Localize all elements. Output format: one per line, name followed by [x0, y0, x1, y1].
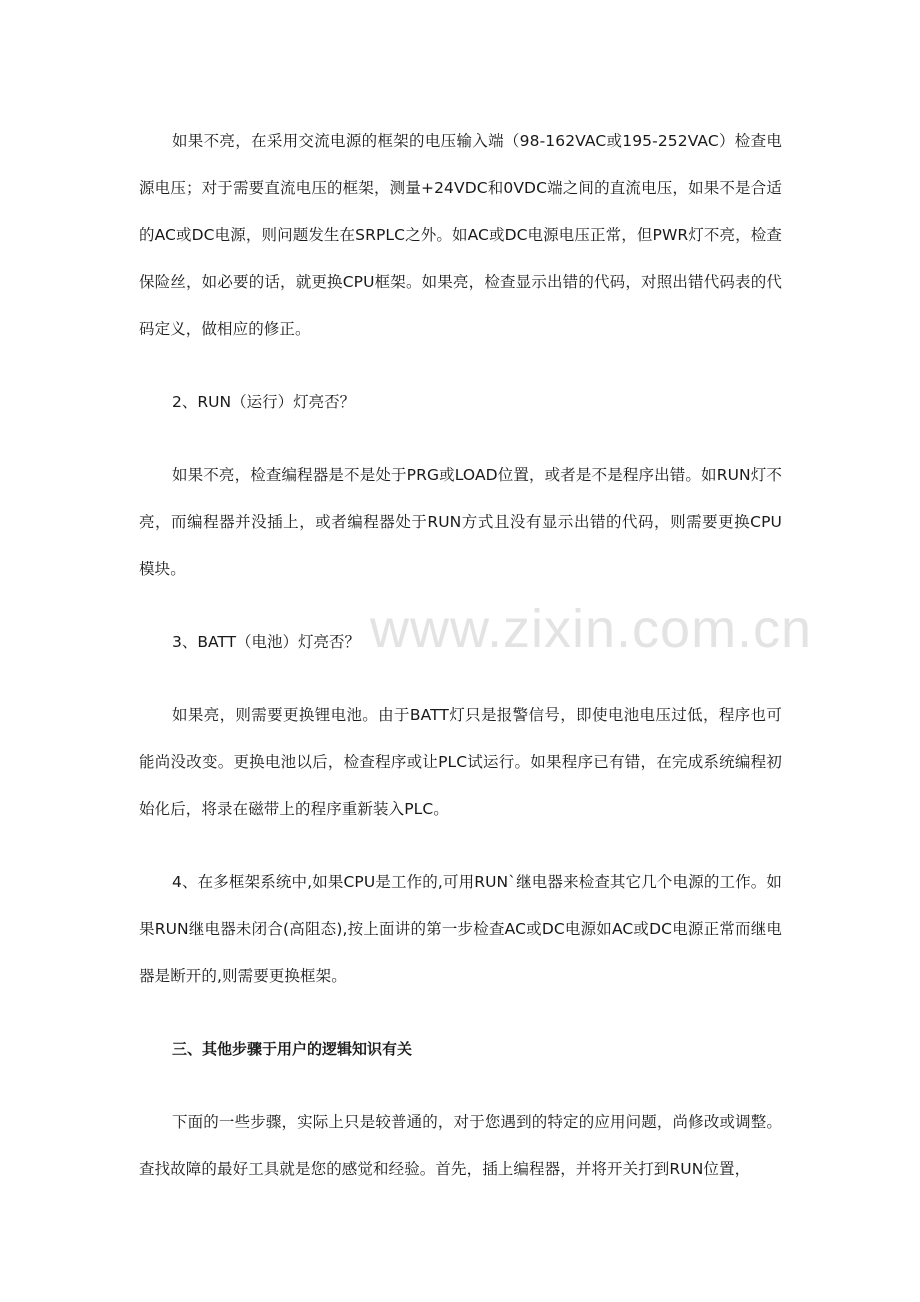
paragraph-gap [139, 1073, 782, 1099]
paragraph-run-check: 如果不亮，检查编程器是不是处于PRG或LOAD位置，或者是不是程序出错。如RUN灯不亮，而编程器并没插上，或者编程器处于RUN方式且没有显示出错的代码，则需要更换CPU模块。 [139, 466, 782, 578]
watermark: www.zixin.com.cn [370, 599, 813, 659]
paragraph-battery-check: 如果亮，则需要更换锂电池。由于BATT灯只是报警信号，即使电池电压过低，程序也可能尚没改变。更换电池以后，检查程序或让PLC试运行。如果程序已有错，在完成系统编程初始化后，将录在磁带上的程序重新装入PLC。 [139, 706, 782, 818]
paragraph-gap [139, 833, 782, 859]
paragraph-gap [139, 353, 782, 379]
paragraph-power-check: 如果不亮，在采用交流电源的框架的电压输入端（98-162VAC或195-252VAC）检查电源电压；对于需要直流电压的框架，测量+24VDC和0VDC端之间的直流电压，如果不是合适的AC或DC电源，则问题发生在SRPLC之外。如AC或DC电源电压正常，但PWR灯不亮，检查保险丝，如必要的话，就更换CPU框架。如果亮，检查显示出错的代码，对照出错代码表的代码定义，做相应的修正。 [139, 132, 782, 338]
paragraph-gap [139, 426, 782, 452]
paragraph-gap [139, 666, 782, 692]
section-3-heading: 三、其他步骤于用户的逻辑知识有关 [172, 1040, 413, 1058]
paragraph-other-steps: 下面的一些步骤，实际上只是较普通的，对于您遇到的特定的应用问题，尚修改或调整。查找故障的最好工具就是您的感觉和经验。首先，插上编程器，并将开关打到RUN位置， [139, 1113, 782, 1178]
paragraph-multi-rack: 4、在多框架系统中,如果CPU是工作的,可用RUN`继电器来检查其它几个电源的工作。如果RUN继电器未闭合(高阻态),按上面讲的第一步检查AC或DC电源如AC或DC电源正常而继电器是断开的,则需要更换框架。 [139, 873, 782, 985]
paragraph-gap [139, 1000, 782, 1026]
paragraph-gap [139, 593, 782, 619]
step-2-heading: 2、RUN（运行）灯亮否？ [172, 393, 356, 411]
step-3-heading: 3、BATT（电池）灯亮否？ [172, 633, 361, 651]
document-body [139, 118, 782, 1193]
